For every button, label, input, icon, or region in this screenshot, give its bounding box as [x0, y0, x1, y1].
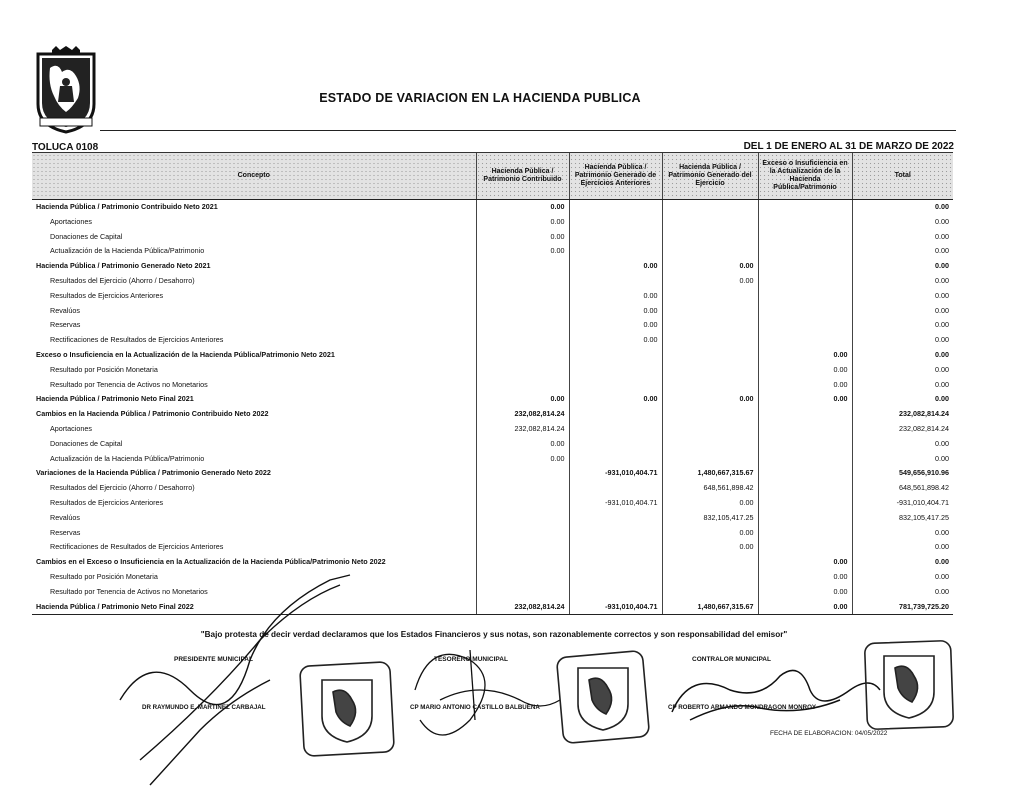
- cell-anteriores: [569, 437, 662, 452]
- cell-total: 0.00: [852, 215, 953, 230]
- cell-exceso: 0.00: [758, 392, 852, 407]
- cell-exceso: [758, 230, 852, 245]
- cell-exceso: [758, 511, 852, 526]
- row-concept: Resultados de Ejercicios Anteriores: [50, 497, 164, 507]
- cell-ejercicio: [662, 289, 758, 304]
- seal-stamp-3-icon: [865, 641, 954, 730]
- cell-ejercicio: [662, 318, 758, 333]
- table-row: [32, 392, 953, 407]
- cell-anteriores: -931,010,404.71: [569, 466, 662, 481]
- cell-exceso: [758, 466, 852, 481]
- table-row: [32, 600, 953, 615]
- cell-contribuido: [476, 585, 569, 600]
- cell-exceso: [758, 304, 852, 319]
- cell-total: 781,739,725.20: [852, 600, 953, 615]
- cell-total: 0.00: [852, 570, 953, 585]
- cell-contribuido: [476, 570, 569, 585]
- row-concept: Cambios en el Exceso o Insuficiencia en la Actualización de la Hacienda Pública/Patrimonio Neto 2022: [36, 557, 386, 567]
- cell-exceso: [758, 526, 852, 541]
- cell-anteriores: [569, 540, 662, 555]
- cell-anteriores: [569, 348, 662, 363]
- cell-contribuido: [476, 289, 569, 304]
- cell-total: 832,105,417.25: [852, 511, 953, 526]
- row-concept: Variaciones de la Hacienda Pública / Patrimonio Generado Neto 2022: [36, 468, 271, 478]
- cell-contribuido: [476, 481, 569, 496]
- header-concepto: Concepto: [32, 153, 476, 200]
- cell-contribuido: 0.00: [476, 392, 569, 407]
- cell-anteriores: [569, 407, 662, 422]
- cell-contribuido: 232,082,814.24: [476, 600, 569, 615]
- cell-ejercicio: [662, 363, 758, 378]
- cell-anteriores: [569, 363, 662, 378]
- cell-exceso: [758, 452, 852, 467]
- row-concept: Resultado por Posición Monetaria: [50, 571, 158, 581]
- cell-anteriores: 0.00: [569, 259, 662, 274]
- cell-ejercicio: 0.00: [662, 392, 758, 407]
- cell-total: 0.00: [852, 555, 953, 570]
- cell-exceso: 0.00: [758, 600, 852, 615]
- row-concept: Hacienda Pública / Patrimonio Neto Final 2022: [32, 600, 476, 615]
- cell-exceso: [758, 481, 852, 496]
- cell-exceso: [758, 274, 852, 289]
- row-concept: Actualización de la Hacienda Pública/Patrimonio: [50, 246, 205, 256]
- cell-total: 0.00: [852, 304, 953, 319]
- document-title: ESTADO DE VARIACION EN LA HACIENDA PUBLICA: [319, 91, 641, 105]
- cell-contribuido: [476, 333, 569, 348]
- row-concept: Hacienda Pública / Patrimonio Contribuido Neto 2021: [36, 202, 218, 211]
- header-total: Total: [852, 153, 953, 200]
- row-concept: Resultados del Ejercicio (Ahorro / Desahorro): [50, 275, 195, 285]
- cell-total: 0.00: [852, 437, 953, 452]
- cell-ejercicio: [662, 422, 758, 437]
- signatory-title-contralor: CONTRALOR MUNICIPAL: [692, 656, 771, 663]
- cell-exceso: [758, 200, 852, 215]
- cell-exceso: [758, 333, 852, 348]
- cell-total: 0.00: [852, 318, 953, 333]
- cell-ejercicio: [662, 215, 758, 230]
- cell-total: 0.00: [852, 378, 953, 393]
- row-concept: Hacienda Pública / Patrimonio Generado Neto 2021: [36, 261, 211, 271]
- cell-total: 648,561,898.42: [852, 481, 953, 496]
- cell-exceso: [758, 540, 852, 555]
- cell-ejercicio: [662, 437, 758, 452]
- cell-contribuido: [476, 274, 569, 289]
- cell-anteriores: [569, 481, 662, 496]
- signatory-name-tesorero: CP MARIO ANTONIO CASTILLO BALBUENA: [410, 704, 540, 711]
- table-row: [32, 585, 953, 600]
- row-concept: Exceso o Insuficiencia en la Actualización de la Hacienda Pública/Patrimonio Neto 2021: [36, 349, 335, 359]
- cell-contribuido: [476, 511, 569, 526]
- table-header-row: [32, 153, 953, 200]
- cell-contribuido: 0.00: [476, 215, 569, 230]
- row-concept: Donaciones de Capital: [50, 438, 123, 448]
- cell-ejercicio: 832,105,417.25: [662, 511, 758, 526]
- header-ejercicio: Hacienda Pública / Patrimonio Generado del Ejercicio: [662, 153, 758, 200]
- cell-contribuido: 0.00: [476, 200, 569, 215]
- cell-exceso: [758, 422, 852, 437]
- cell-total: 0.00: [852, 274, 953, 289]
- cell-anteriores: [569, 585, 662, 600]
- cell-anteriores: [569, 452, 662, 467]
- cell-anteriores: 0.00: [569, 333, 662, 348]
- protest-statement: "Bajo protesta de decir verdad declaramos que los Estados Financieros y sus notas, son razonablemente correctos y son responsabilidad del emisor": [200, 630, 788, 639]
- cell-anteriores: [569, 422, 662, 437]
- cell-ejercicio: 0.00: [662, 259, 758, 274]
- title-divider: [100, 130, 956, 131]
- cell-ejercicio: 1,480,667,315.67: [662, 466, 758, 481]
- cell-total: 232,082,814.24: [852, 407, 953, 422]
- table-row: [32, 274, 953, 289]
- cell-ejercicio: [662, 348, 758, 363]
- cell-ejercicio: 1,480,667,315.67: [662, 600, 758, 615]
- table-row: [32, 466, 953, 481]
- cell-total: 0.00: [852, 333, 953, 348]
- table-row: [32, 318, 953, 333]
- cell-ejercicio: [662, 555, 758, 570]
- table-row: [32, 378, 953, 393]
- header-anteriores: Hacienda Pública / Patrimonio Generado de Ejercicios Anteriores: [569, 153, 662, 200]
- signatory-name-contralor: CP ROBERTO ARMANDO MONDRAGON MONROY: [668, 704, 817, 711]
- row-concept: Cambios en la Hacienda Pública / Patrimonio Contribuido Neto 2022: [36, 409, 269, 419]
- seal-stamp-2-icon: [556, 650, 649, 743]
- table-row: [32, 540, 953, 555]
- table-row: [32, 244, 953, 259]
- cell-total: 0.00: [852, 289, 953, 304]
- cell-ejercicio: [662, 452, 758, 467]
- seal-stamp-1-icon: [300, 662, 395, 757]
- row-concept: Resultados de Ejercicios Anteriores: [50, 290, 164, 300]
- cell-anteriores: 0.00: [569, 318, 662, 333]
- cell-contribuido: [476, 496, 569, 511]
- cell-total: 0.00: [852, 348, 953, 363]
- cell-contribuido: [476, 555, 569, 570]
- table-row: [32, 496, 953, 511]
- cell-contribuido: [476, 348, 569, 363]
- row-concept: Resultado por Posición Monetaria: [50, 364, 158, 374]
- row-concept: Resultado por Tenencia de Activos no Monetarios: [50, 379, 208, 389]
- cell-ejercicio: 0.00: [662, 496, 758, 511]
- row-concept: Aportaciones: [50, 423, 92, 433]
- table-row: [32, 348, 953, 363]
- cell-contribuido: [476, 318, 569, 333]
- municipal-logo-icon: [32, 46, 100, 134]
- cell-total: 0.00: [852, 585, 953, 600]
- table-row: [32, 230, 953, 245]
- row-concept: Revalúos: [50, 512, 80, 522]
- cell-anteriores: [569, 378, 662, 393]
- cell-total: 0.00: [852, 259, 953, 274]
- cell-contribuido: 232,082,814.24: [476, 422, 569, 437]
- cell-exceso: 0.00: [758, 585, 852, 600]
- cell-exceso: [758, 496, 852, 511]
- table-row: [32, 555, 953, 570]
- cell-total: 0.00: [852, 363, 953, 378]
- row-concept: Reservas: [50, 320, 81, 330]
- cell-contribuido: [476, 259, 569, 274]
- cell-exceso: 0.00: [758, 348, 852, 363]
- cell-ejercicio: [662, 200, 758, 215]
- cell-total: 0.00: [852, 526, 953, 541]
- period-label: DEL 1 DE ENERO AL 31 DE MARZO DE 2022: [743, 141, 954, 152]
- table-row: [32, 304, 953, 319]
- table-row: [32, 363, 953, 378]
- cell-exceso: 0.00: [758, 363, 852, 378]
- cell-anteriores: [569, 274, 662, 289]
- cell-total: 549,656,910.96: [852, 466, 953, 481]
- row-concept: Rectificaciones de Resultados de Ejercicios Anteriores: [50, 335, 224, 345]
- cell-exceso: [758, 437, 852, 452]
- cell-ejercicio: 0.00: [662, 274, 758, 289]
- cell-contribuido: 0.00: [476, 452, 569, 467]
- table-row: [32, 215, 953, 230]
- cell-exceso: 0.00: [758, 378, 852, 393]
- row-concept: Revalúos: [50, 305, 80, 315]
- row-concept: Rectificaciones de Resultados de Ejercicios Anteriores: [50, 542, 224, 552]
- variation-table: [32, 152, 953, 615]
- cell-anteriores: [569, 244, 662, 259]
- cell-exceso: 0.00: [758, 570, 852, 585]
- row-concept: Hacienda Pública / Patrimonio Neto Final 2021: [36, 394, 194, 404]
- cell-contribuido: [476, 304, 569, 319]
- cell-total: 0.00: [852, 230, 953, 245]
- cell-total: 0.00: [852, 540, 953, 555]
- table-row: [32, 333, 953, 348]
- table-row: [32, 200, 953, 215]
- cell-anteriores: [569, 230, 662, 245]
- cell-anteriores: -931,010,404.71: [569, 496, 662, 511]
- row-concept: Donaciones de Capital: [50, 231, 123, 241]
- cell-exceso: 0.00: [758, 555, 852, 570]
- cell-anteriores: [569, 200, 662, 215]
- entity-label: TOLUCA 0108: [32, 142, 99, 153]
- row-concept: Resultado por Tenencia de Activos no Monetarios: [50, 586, 208, 596]
- cell-anteriores: 0.00: [569, 392, 662, 407]
- signature-contralor-icon: [672, 670, 880, 720]
- cell-total: 0.00: [852, 452, 953, 467]
- cell-exceso: [758, 289, 852, 304]
- row-concept: Resultados del Ejercicio (Ahorro / Desahorro): [50, 483, 195, 493]
- table-row: [32, 437, 953, 452]
- cell-anteriores: -931,010,404.71: [569, 600, 662, 615]
- table-row: [32, 526, 953, 541]
- cell-ejercicio: [662, 304, 758, 319]
- cell-exceso: [758, 244, 852, 259]
- cell-ejercicio: 0.00: [662, 526, 758, 541]
- cell-anteriores: [569, 570, 662, 585]
- cell-contribuido: 0.00: [476, 244, 569, 259]
- signatory-name-presidente: DR RAYMUNDO E. MARTINEZ CARBAJAL: [142, 704, 266, 711]
- cell-total: -931,010,404.71: [852, 496, 953, 511]
- cell-ejercicio: [662, 585, 758, 600]
- signatory-title-tesorero: TESORERO MUNICIPAL: [434, 656, 508, 663]
- cell-ejercicio: 648,561,898.42: [662, 481, 758, 496]
- cell-anteriores: [569, 511, 662, 526]
- row-concept: Actualización de la Hacienda Pública/Patrimonio: [50, 453, 205, 463]
- cell-total: 0.00: [852, 200, 953, 215]
- header-contribuido: Hacienda Pública / Patrimonio Contribuido: [476, 153, 569, 200]
- cell-contribuido: [476, 540, 569, 555]
- cell-anteriores: [569, 555, 662, 570]
- table-row: [32, 452, 953, 467]
- cell-total: 0.00: [852, 392, 953, 407]
- table-row: [32, 289, 953, 304]
- signatory-title-presidente: PRESIDENTE MUNICIPAL: [174, 656, 253, 663]
- cell-total: 232,082,814.24: [852, 422, 953, 437]
- row-concept: Reservas: [50, 527, 81, 537]
- cell-contribuido: 232,082,814.24: [476, 407, 569, 422]
- cell-ejercicio: [662, 230, 758, 245]
- elaboration-date: FECHA DE ELABORACION: 04/05/2022: [770, 730, 888, 737]
- cell-ejercicio: [662, 244, 758, 259]
- cell-contribuido: 0.00: [476, 230, 569, 245]
- table-row: [32, 407, 953, 422]
- cell-exceso: [758, 259, 852, 274]
- cell-anteriores: 0.00: [569, 289, 662, 304]
- cell-ejercicio: [662, 570, 758, 585]
- cell-contribuido: [476, 363, 569, 378]
- cell-contribuido: [476, 526, 569, 541]
- header-exceso: Exceso o Insuficiencia en la Actualización de la Hacienda Pública/Patrimonio: [758, 153, 852, 200]
- row-concept: Aportaciones: [50, 216, 92, 226]
- cell-anteriores: [569, 215, 662, 230]
- cell-ejercicio: [662, 378, 758, 393]
- table-row: [32, 511, 953, 526]
- cell-ejercicio: 0.00: [662, 540, 758, 555]
- cell-exceso: [758, 318, 852, 333]
- cell-ejercicio: [662, 407, 758, 422]
- table-row: [32, 481, 953, 496]
- cell-anteriores: 0.00: [569, 304, 662, 319]
- cell-exceso: [758, 215, 852, 230]
- cell-contribuido: [476, 378, 569, 393]
- cell-total: 0.00: [852, 244, 953, 259]
- cell-exceso: [758, 407, 852, 422]
- table-row: [32, 422, 953, 437]
- cell-ejercicio: [662, 333, 758, 348]
- cell-contribuido: 0.00: [476, 437, 569, 452]
- table-row: [32, 259, 953, 274]
- table-row: [32, 570, 953, 585]
- cell-contribuido: [476, 466, 569, 481]
- cell-anteriores: [569, 526, 662, 541]
